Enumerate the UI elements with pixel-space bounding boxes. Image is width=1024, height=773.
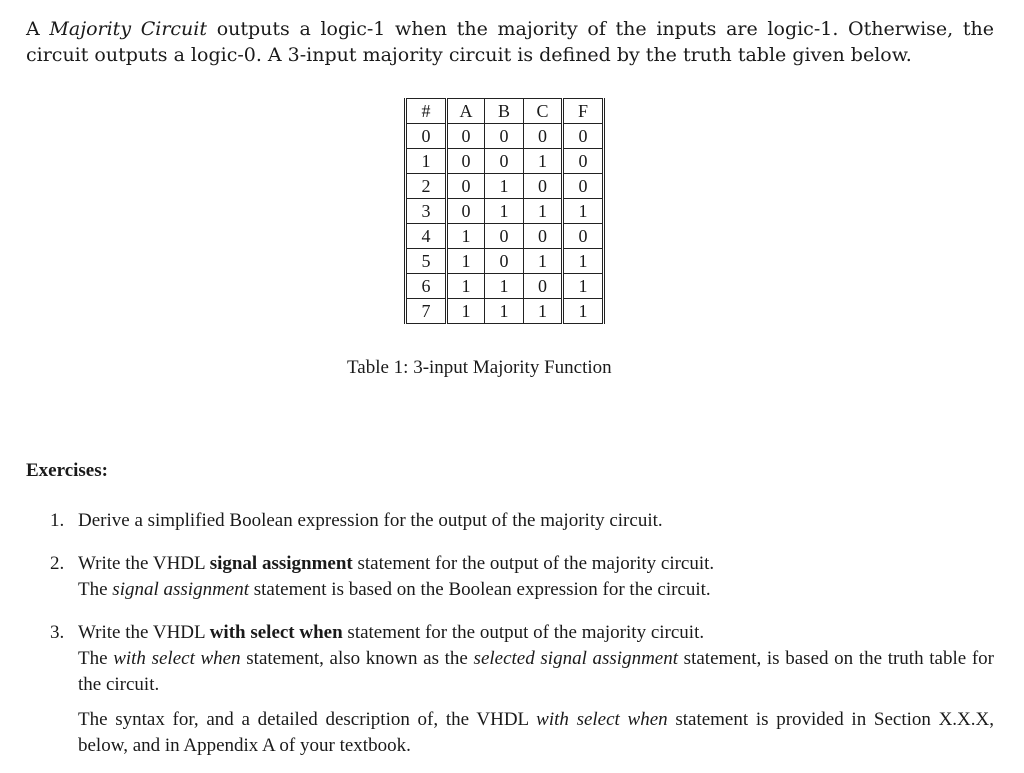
exercise-line: [78, 707, 994, 759]
cell-f: 0: [563, 224, 604, 249]
table-header-row: [406, 99, 604, 124]
cell-b: 1: [485, 174, 524, 199]
row-num: 0: [406, 124, 447, 149]
exercise-line: [78, 646, 994, 698]
text-run: statement is based on the Boolean expression for the circuit.: [249, 579, 711, 600]
table-row: [406, 149, 604, 174]
text-run: The: [78, 579, 113, 600]
cell-c: 0: [524, 224, 563, 249]
paragraph-gap: [78, 698, 994, 707]
cell-a: 0: [447, 149, 485, 174]
text-run: Write the VHDL: [78, 622, 210, 643]
text-run: statement for the output of the majority circuit.: [342, 622, 705, 643]
text-run: statement, also known as the: [240, 648, 474, 669]
cell-a: 1: [447, 249, 485, 274]
table-row: [406, 299, 604, 324]
exercises-list: [26, 508, 994, 759]
text-run: statement for the output of the majority circuit.: [352, 553, 715, 574]
row-num: 2: [406, 174, 447, 199]
cell-c: 1: [524, 199, 563, 224]
cell-f: 0: [563, 149, 604, 174]
cell-c: 0: [524, 124, 563, 149]
exercise-line: [78, 577, 994, 603]
cell-a: 0: [447, 124, 485, 149]
cell-b: 1: [485, 274, 524, 299]
exercise-number: 2.: [50, 553, 65, 574]
cell-a: 1: [447, 274, 485, 299]
cell-b: 1: [485, 299, 524, 324]
exercise-line: [78, 620, 994, 646]
header-a: A: [447, 99, 485, 124]
text-run: The syntax for, and a detailed description of, the VHDL: [78, 709, 537, 730]
exercise-line: [78, 551, 994, 577]
intro-paragraph: [26, 16, 994, 68]
text-run: statement is provided in Section X.X.X, below, and in Appendix A of your textbook.: [78, 709, 994, 756]
cell-c: 1: [524, 149, 563, 174]
cell-a: 0: [447, 174, 485, 199]
row-num: 4: [406, 224, 447, 249]
exercise-number: 1.: [50, 510, 65, 531]
exercise-item-1: [26, 508, 994, 534]
cell-c: 1: [524, 249, 563, 274]
table-row: [406, 249, 604, 274]
cell-a: 1: [447, 224, 485, 249]
cell-f: 1: [563, 299, 604, 324]
exercise-item-2: [26, 551, 994, 603]
italic-term: selected signal assignment: [473, 648, 679, 669]
cell-c: 0: [524, 174, 563, 199]
row-num: 5: [406, 249, 447, 274]
cell-f: 1: [563, 199, 604, 224]
table-row: [406, 274, 604, 299]
header-b: B: [485, 99, 524, 124]
row-num: 1: [406, 149, 447, 174]
table-row: [406, 174, 604, 199]
header-f: F: [563, 99, 604, 124]
bold-term: with select when: [209, 622, 343, 643]
exercises-heading: Exercises:: [26, 460, 108, 481]
cell-f: 1: [563, 249, 604, 274]
text-run: The: [78, 648, 114, 669]
italic-term: with select when: [113, 648, 241, 669]
row-num: 3: [406, 199, 447, 224]
truth-table-wrapper: [404, 98, 605, 324]
text-run: Write the VHDL: [78, 553, 210, 574]
intro-text-2: outputs a logic-1 when the majority of the inputs are logic-1. Otherwise, the circuit outputs a logic-0. A 3-input majority circuit is defined by the truth table given below.: [26, 18, 994, 66]
cell-c: 0: [524, 274, 563, 299]
cell-b: 1: [485, 199, 524, 224]
bold-term: signal assignment: [209, 553, 353, 574]
cell-b: 0: [485, 224, 524, 249]
cell-a: 0: [447, 199, 485, 224]
cell-f: 0: [563, 174, 604, 199]
cell-b: 0: [485, 249, 524, 274]
italic-term: signal assignment: [112, 579, 249, 600]
cell-b: 0: [485, 124, 524, 149]
row-num: 6: [406, 274, 447, 299]
header-num: #: [406, 99, 447, 124]
table-caption: Table 1: 3-input Majority Function: [347, 357, 612, 378]
exercise-number: 3.: [50, 622, 65, 643]
cell-c: 1: [524, 299, 563, 324]
table-row: [406, 224, 604, 249]
exercise-item-3: [26, 620, 994, 759]
text-run: statement, is based on the truth table for the circuit.: [78, 648, 994, 695]
cell-f: 1: [563, 274, 604, 299]
cell-b: 0: [485, 149, 524, 174]
row-num: 7: [406, 299, 447, 324]
header-c: C: [524, 99, 563, 124]
table-row: [406, 124, 604, 149]
cell-f: 0: [563, 124, 604, 149]
table-row: [406, 199, 604, 224]
intro-term: Majority Circuit: [49, 18, 208, 40]
intro-text-1: A: [26, 18, 50, 40]
cell-a: 1: [447, 299, 485, 324]
truth-table: [404, 98, 605, 324]
exercise-text: Derive a simplified Boolean expression for the output of the majority circuit.: [78, 510, 663, 531]
italic-term: with select when: [536, 709, 668, 730]
